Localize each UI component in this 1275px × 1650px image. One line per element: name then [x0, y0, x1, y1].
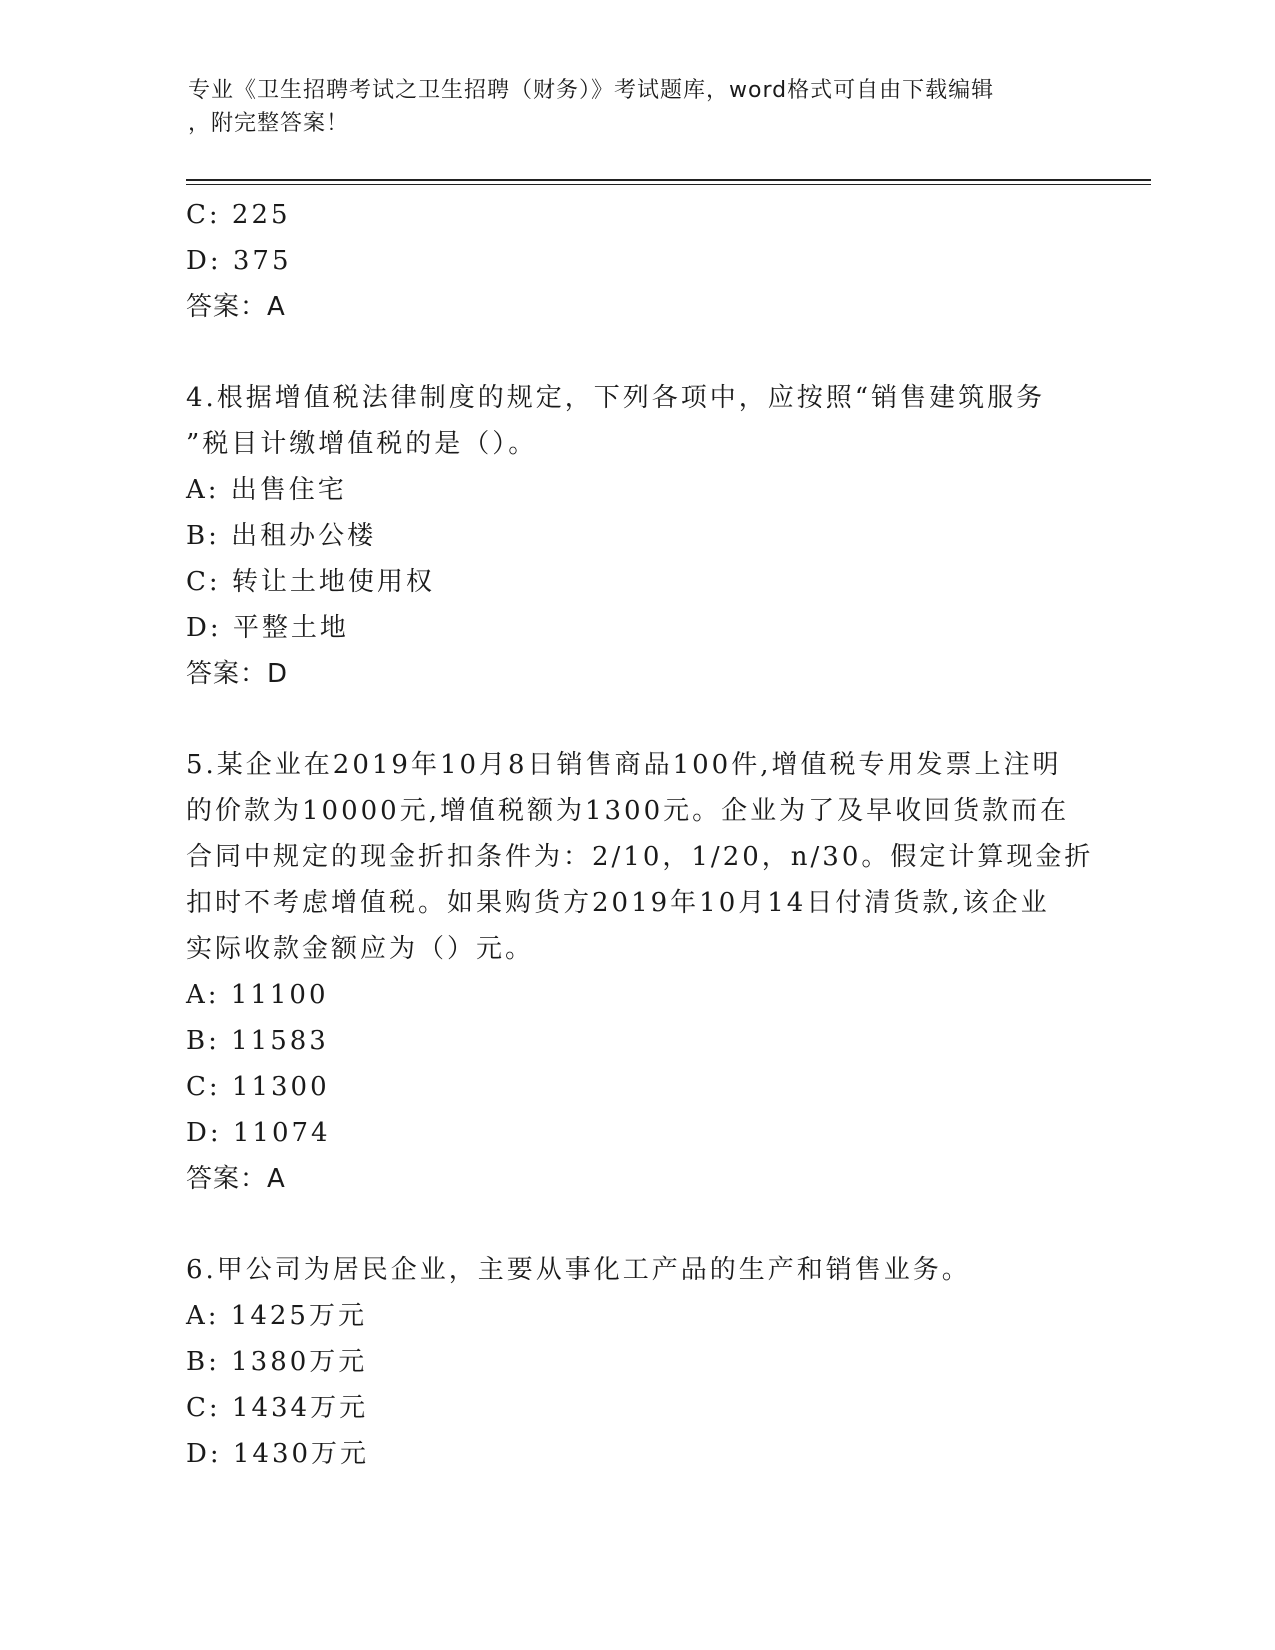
spacer [186, 330, 1086, 375]
q5-stem-line-1: 5.某企业在2019年10月8日销售商品100件,增值税专用发票上注明 [186, 750, 1062, 780]
question-4 [186, 375, 1086, 697]
header-line-2: ，附完整答案！ [188, 111, 350, 136]
q3-answer: 答案：A [186, 292, 286, 322]
question-3 [186, 192, 1086, 330]
q6-option-b: B: 1380万元 [186, 1347, 368, 1377]
spacer [186, 1202, 1086, 1247]
q4-option-b: B: 出租办公楼 [186, 521, 377, 551]
q5-stem-line-2: 的价款为10000元,增值税额为1300元。企业为了及早收回货款而在 [186, 796, 1070, 826]
q6-stem-line-1: 6.甲公司为居民企业，主要从事化工产品的生产和销售业务。 [186, 1255, 971, 1285]
q5-option-b: B: 11583 [186, 1026, 329, 1056]
q4-answer: 答案：D [186, 659, 289, 689]
q5-stem-line-5: 实际收款金额应为（）元。 [186, 934, 535, 964]
q4-option-d: D: 平整土地 [186, 613, 349, 643]
q5-stem-line-4: 扣时不考虑增值税。如果购货方2019年10月14日付清货款,该企业 [186, 888, 1050, 918]
q6-option-d: D: 1430万元 [186, 1439, 370, 1469]
header-rule-thin [186, 184, 1151, 185]
q5-stem-line-3: 合同中规定的现金折扣条件为：2/10，1/20，n/30。假定计算现金折 [186, 842, 1094, 872]
q6-option-c: C: 1434万元 [186, 1393, 369, 1423]
question-list [186, 192, 1094, 1477]
q4-option-c: C: 转让土地使用权 [186, 567, 435, 597]
q4-option-a: A: 出售住宅 [186, 475, 347, 505]
q4-stem-line-1: 4.根据增值税法律制度的规定，下列各项中，应按照“销售建筑服务 [186, 383, 1046, 413]
q4-stem-line-2: ”税目计缴增值税的是（）。 [186, 429, 538, 459]
q5-answer: 答案：A [186, 1164, 286, 1194]
header-rule-thick [186, 179, 1151, 181]
question-6 [186, 1247, 1086, 1477]
question-5 [186, 742, 1094, 1202]
q5-option-a: A: 11100 [186, 980, 329, 1010]
q5-option-d: D: 11074 [186, 1118, 331, 1148]
document-header [188, 74, 1078, 140]
q3-option-c: C: 225 [186, 200, 291, 230]
q5-option-c: C: 11300 [186, 1072, 330, 1102]
spacer [186, 697, 1086, 742]
q3-option-d: D: 375 [186, 246, 292, 276]
q6-option-a: A: 1425万元 [186, 1301, 367, 1331]
header-line-1: 专业《卫生招聘考试之卫生招聘（财务）》考试题库，word格式可自由下载编辑 [188, 78, 995, 103]
